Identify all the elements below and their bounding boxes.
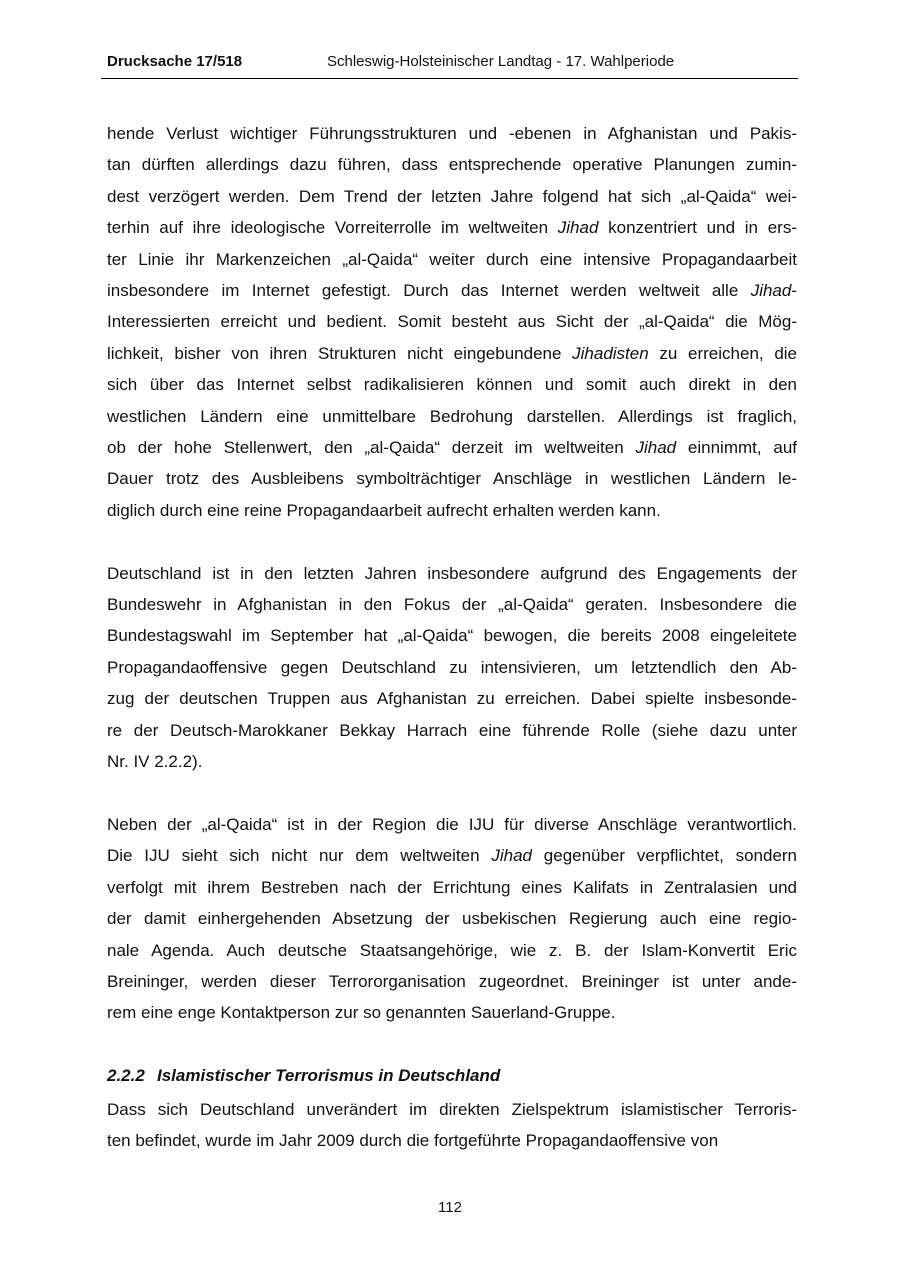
text-segment: Breininger, werden dieser Terrororganisation zugeordnet. Breininger ist unter ande- (107, 971, 797, 991)
text-segment: insbesondere im Internet gefestigt. Durch das Internet werden weltweit alle (107, 281, 751, 301)
text-segment: rem eine enge Kontaktperson zur so genannten Sauerland-Gruppe. (107, 1003, 616, 1023)
text-segment: Dass sich Deutschland unverändert im direkten Zielspektrum islamistischer Terroris- (107, 1099, 797, 1119)
text-line (107, 746, 797, 777)
text-line (107, 966, 797, 997)
text-segment: lichkeit, bisher von ihren Strukturen nicht eingebundene (107, 343, 573, 363)
text-segment: der damit einhergehenden Absetzung der usbekischen Regierung auch eine regio- (107, 909, 797, 929)
text-line (107, 369, 797, 400)
text-line (107, 558, 797, 589)
text-segment: Bundestagswahl im September hat „al-Qaida“ bewogen, die bereits 2008 eingeleitete (107, 626, 797, 646)
section-paragraph (107, 1094, 797, 1157)
text-line (107, 997, 797, 1028)
text-line (107, 401, 797, 432)
text-segment: Die IJU sieht sich nicht nur dem weltweiten (107, 846, 492, 866)
text-segment: zug der deutschen Truppen aus Afghanistan zu erreichen. Dabei spielte insbesonde- (107, 689, 797, 709)
text-segment: Interessierten erreicht und bedient. Somit besteht aus Sicht der „al-Qaida“ die Mög- (107, 312, 797, 332)
italic-term: Jihad (750, 281, 792, 301)
text-segment: ten befindet, wurde im Jahr 2009 durch die fortgeführte Propagandaoffensive von (107, 1130, 719, 1150)
body-paragraph (107, 809, 797, 1029)
text-segment: - (791, 281, 797, 301)
text-segment: Dauer trotz des Ausbleibens symbolträchtiger Anschläge in westlichen Ländern le- (107, 469, 797, 489)
text-line (107, 118, 797, 149)
page-header (101, 52, 798, 79)
text-segment: Propagandaoffensive gegen Deutschland zu intensivieren, um letztendlich den Ab- (107, 657, 797, 677)
text-line (107, 620, 797, 651)
text-segment: Neben der „al-Qaida“ ist in der Region die IJU für diverse Anschläge verantwortlich. (107, 814, 797, 834)
section-title: Islamistischer Terrorismus in Deutschland (157, 1066, 501, 1086)
text-line (107, 149, 797, 180)
body-paragraph (107, 118, 797, 526)
text-segment: diglich durch eine reine Propagandaarbeit aufrecht erhalten werden kann. (107, 500, 661, 520)
body-paragraph (107, 558, 797, 778)
text-segment: dest verzögert werden. Dem Trend der letzten Jahre folgend hat sich „al-Qaida“ wei- (107, 186, 797, 206)
text-segment: re der Deutsch-Marokkaner Bekkay Harrach eine führende Rolle (siehe dazu unter (107, 720, 797, 740)
text-segment: verfolgt mit ihrem Bestreben nach der Errichtung eines Kalifats in Zentralasien und (107, 877, 797, 897)
section-heading (107, 1060, 797, 1091)
text-segment: Bundeswehr in Afghanistan in den Fokus der „al-Qaida“ geraten. Insbesondere die (107, 595, 797, 615)
document-number: Drucksache 17/518 (107, 53, 243, 70)
text-line (107, 589, 797, 620)
italic-term: Jihad (635, 438, 677, 458)
text-line (107, 715, 797, 746)
text-line (107, 903, 797, 934)
text-segment: tan dürften allerdings dazu führen, dass entsprechende operative Planungen zumin- (107, 155, 797, 175)
text-segment: zu erreichen, die (648, 343, 798, 363)
paragraphs (107, 118, 797, 1029)
header-title: Schleswig-Holsteinischer Landtag - 17. Wahlperiode (327, 53, 675, 70)
text-line (107, 652, 797, 683)
text-segment: nale Agenda. Auch deutsche Staatsangehörige, wie z. B. der Islam-Konvertit Eric (107, 940, 797, 960)
text-segment: Nr. IV 2.2.2). (107, 752, 203, 772)
text-segment: konzentriert und in ers- (598, 218, 797, 238)
text-segment: ter Linie ihr Markenzeichen „al-Qaida“ weiter durch eine intensive Propagandaarbeit (107, 249, 797, 269)
section-number: 2.2.2 (107, 1066, 145, 1086)
text-line (107, 463, 797, 494)
text-segment: sich über das Internet selbst radikalisieren können und somit auch direkt in den (107, 375, 797, 395)
text-line (107, 181, 797, 212)
text-segment: Deutschland ist in den letzten Jahren insbesondere aufgrund des Engagements der (107, 563, 797, 583)
text-line (107, 1094, 797, 1125)
text-segment: einnimmt, auf (676, 438, 797, 458)
page-body (107, 118, 797, 1156)
text-line (107, 338, 797, 369)
text-line (107, 212, 797, 243)
text-line (107, 840, 797, 871)
italic-term: Jihad (491, 846, 532, 866)
text-line (107, 1125, 797, 1156)
page-number: 112 (438, 1199, 462, 1216)
text-line (107, 809, 797, 840)
text-line (107, 432, 797, 463)
text-segment: westlichen Ländern eine unmittelbare Bedrohung darstellen. Allerdings ist fraglich, (107, 406, 797, 426)
text-line (107, 244, 797, 275)
italic-term: Jihadisten (572, 343, 649, 363)
text-line (107, 872, 797, 903)
text-segment: ob der hohe Stellenwert, den „al-Qaida“ derzeit im weltweiten (107, 438, 636, 458)
text-line (107, 495, 797, 526)
text-line (107, 683, 797, 714)
text-line (107, 306, 797, 337)
text-line (107, 935, 797, 966)
text-segment: gegenüber verpflichtet, sondern (532, 846, 798, 866)
text-segment: terhin auf ihre ideologische Vorreiterrolle im weltweiten (107, 218, 558, 238)
text-line (107, 275, 797, 306)
italic-term: Jihad (557, 218, 599, 238)
text-segment: hende Verlust wichtiger Führungsstrukturen und -ebenen in Afghanistan und Pakis- (107, 124, 797, 143)
